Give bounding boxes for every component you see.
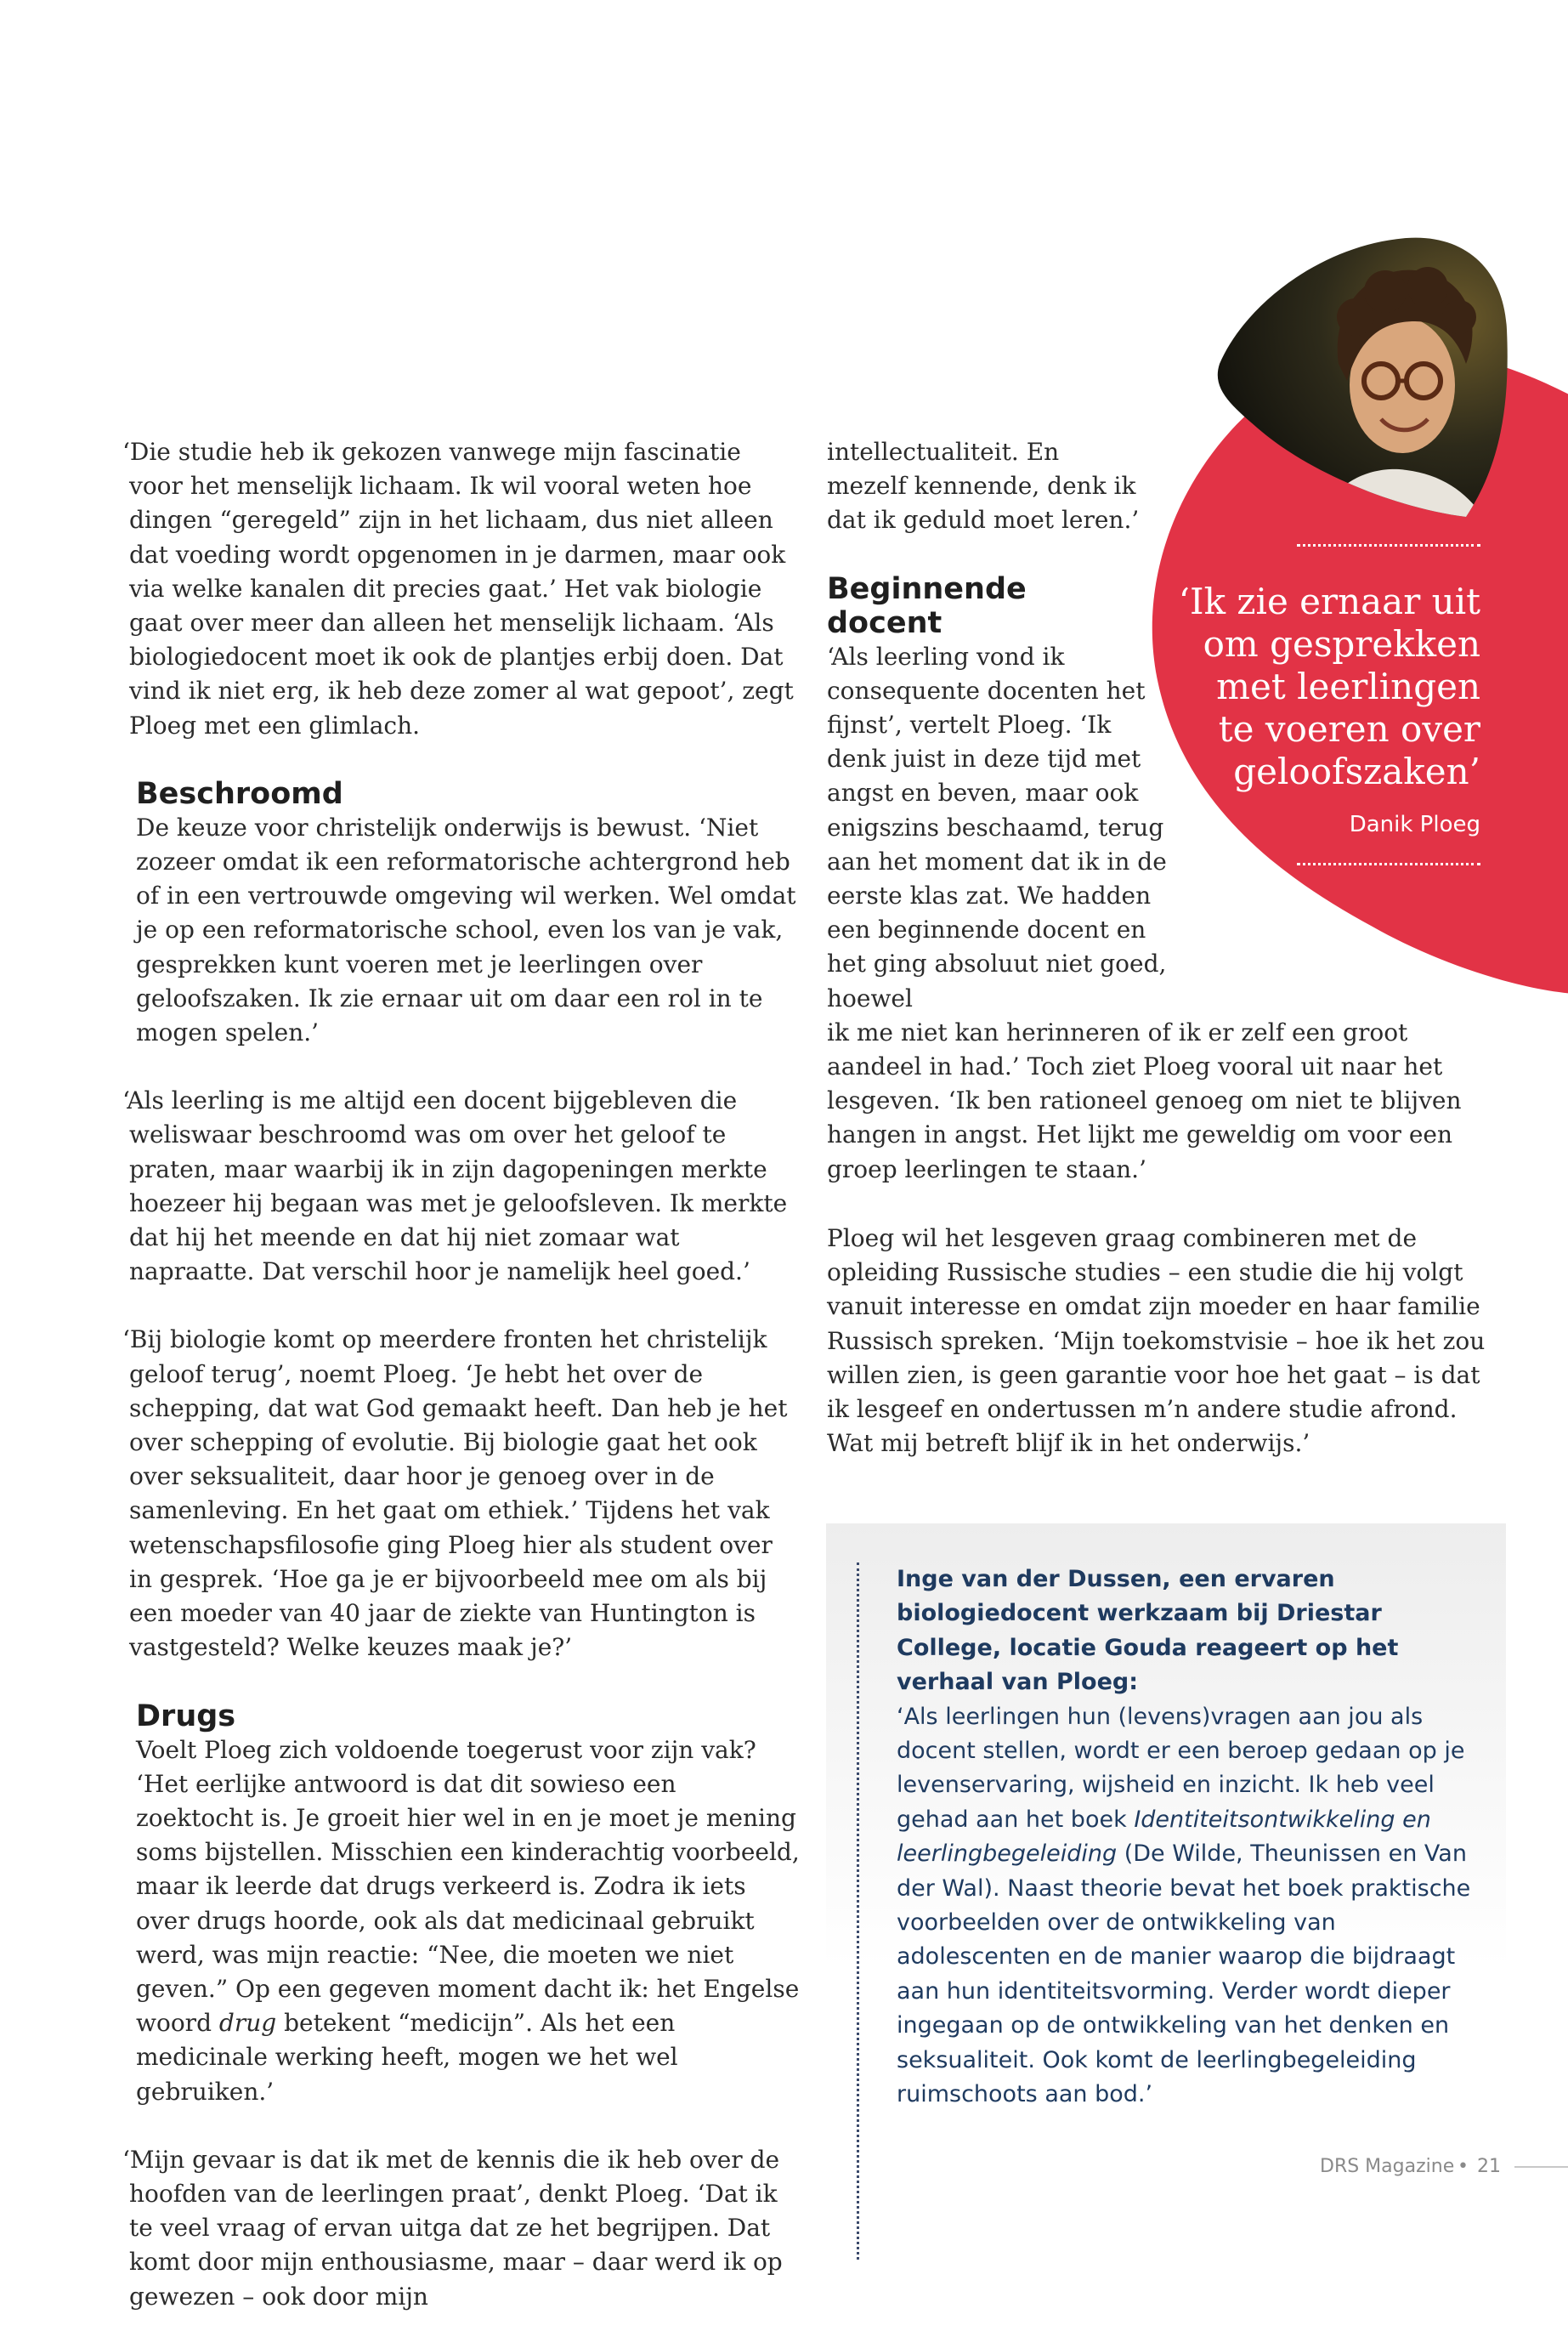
magazine-name: DRS Magazine: [1320, 2156, 1455, 2177]
middle-column-bottom: [827, 1222, 1498, 1494]
page-number: 21: [1477, 2156, 1501, 2177]
paragraph: ‘Die studie heb ik gekozen vanwege mijn fascinatie voor het menselijk lichaam. Ik wil vooral weten hoe dingen “geregeld” zijn in het lichaam, dus niet alleen dat voeding wordt opgenomen in je darmen, maar ook via welke kanalen dit precies gaat.’ Het vak biologie gaat over meer dan alleen het menselijk lichaam. ‘Als biologiedocent moet ik ook de plantjes erbij doen. Dat vind ik niet erg, ik heb deze zomer al wat gepoot’, zegt Ploeg met een glimlach.: [122, 438, 794, 740]
reaction-body: [897, 1700, 1483, 2113]
footer-rule: [1514, 2166, 1568, 2168]
reaction-text: (De Wilde, Theunissen en Van der Wal). Naast theorie bevat het boek praktische voorbeelden over de ontwikkeling van adolescenten en de manier waarop die bijdraagt aan hun identiteitsvorming. Verder wordt dieper ingegaan op de ontwikkeling van het denken en seksualiteit. Ook komt de leerlingbegeleiding ruimschoots aan bod.’: [897, 1840, 1471, 2108]
paragraph-text: ‘Als leerling vond ik consequente docenten het fijnst’, vertelt Ploeg. ‘Ik denk juist in deze tijd met angst en beven, maar ook enigszins beschaamd, terug aan het moment dat ik in de eerste klas zat. We hadden een beginnende docent en het ging absoluut niet goed, hoewel: [827, 642, 1167, 1012]
emphasized-word: drug: [218, 2009, 277, 2038]
page-footer: [1309, 2156, 1568, 2181]
reaction-text: ‘Als leerlingen hun (levens)vragen aan jou als docent stellen, wordt er een beroep gedaan op je levenservaring, wijsheid en inzicht. Ik heb veel gehad aan het boek: [897, 1703, 1465, 1833]
reaction-box-text: [897, 1562, 1483, 2113]
paragraph-text: betekent “medicijn”. Als het een medicinale werking heeft, mogen we het wel gebruiken.’: [136, 2009, 678, 2106]
paragraph: [827, 640, 1507, 1187]
paragraph: ‘Als leerling is me altijd een docent bijgebleven die weliswaar beschroomd was om over het geloof te praten, maar waarbij ik in zijn dagopeningen merkte hoezeer hij begaan was met je geloofsleven. Ik merkte dat hij het meende en dat hij niet zomaar wat napraatte. Dat verschil hoor je namelijk heel goed.’: [122, 1086, 788, 1286]
paragraph-text: Voelt Ploeg zich voldoende toegerust voor zijn vak? ‘Het eerlijke antwoord is dat dit sowieso een zoektocht is. Je groeit hier wel in en je moet je mening soms bijstellen. Misschien een kinderachtig voorbeeld, maar ik leerde dat drugs verkeerd is. Zodra ik iets over drugs hoorde, ook als dat medicinaal gebruikt werd, was mijn reactie: “Nee, die moeten we niet geven.” Op een gegeven moment dacht ik: het Engelse woord: [136, 1735, 800, 2038]
quote-author: Danik Ploeg: [1349, 812, 1480, 837]
footer-separator: •: [1458, 2156, 1469, 2177]
heading-drugs: Drugs: [136, 1699, 236, 1733]
left-column: [122, 435, 801, 2348]
reaction-lead: Inge van der Dussen, een ervaren biologiedocent werkzaam bij Driestar College, locatie Gouda reageert op het verhaal van Ploeg:: [897, 1566, 1399, 1696]
book-title: Identiteitsontwikkeling en leerlingbegeleiding: [897, 1806, 1431, 1868]
reaction-box-dotted-rule: [857, 1562, 859, 2260]
middle-column-top: [827, 435, 1507, 1221]
paragraph: ‘Mijn gevaar is dat ik met de kennis die ik heb over de hoofden van de leerlingen praat’, denkt Ploeg. ‘Dat ik te veel vraag of ervan uitga dat ze het begrijpen. Dat komt door mijn enthousiasme, maar – daar werd ik op gewezen – ook door mijn: [122, 2145, 783, 2311]
paragraph: ‘Bij biologie komt op meerdere fronten het christelijk geloof terug’, noemt Ploeg. ‘Je hebt het over de schepping, dat wat God gemaakt heeft. Dan heb je het over schepping of evolutie. Bij biologie gaat het ook over seksualiteit, daar hoor je genoeg over in de samenleving. En het gaat om ethiek.’ Tijdens het vak wetenschapsfilosofie ging Ploeg hier als student over in gesprek. ‘Hoe ga je er bijvoorbeeld mee om als bij een moeder van 40 jaar de ziekte van Huntington is vastgesteld? Welke keuzes maak je?’: [122, 1325, 788, 1662]
heading-beschroomd: Beschroomd: [136, 776, 343, 811]
paragraph: [136, 1733, 801, 2109]
paragraph: Ploeg wil het lesgeven graag combineren met de opleiding Russische studies – een studie die hij volgt vanuit interesse en omdat zijn moeder en haar familie Russisch spreken. ‘Mijn toekomstvisie – hoe ik het zou willen zien, is geen garantie voor hoe het gaat – is dat ik lesgeef en ondertussen m’n andere studie afrond. Wat mij betreft blijf ik in het onderwijs.’: [827, 1224, 1486, 1458]
heading-beginnende-docent: Beginnende docent: [827, 571, 1027, 640]
paragraph: intellectualiteit. En mezelf kennende, denk ik dat ik geduld moet leren.’: [827, 438, 1140, 535]
quote-text: ‘Ik zie ernaar uit om gesprekken met leerlingen te voeren over geloofszaken’: [1178, 581, 1480, 792]
paragraph: De keuze voor christelijk onderwijs is bewust. ‘Niet zozeer omdat ik een reformatorische achtergrond heb of in een vertrouwde omgeving wil werken. Wel omdat je op een reformatorische school, even los van je vak, gesprekken kunt voeren met je leerlingen over geloofszaken. Ik zie ernaar uit om daar een rol in te mogen spelen.’: [136, 813, 796, 1047]
paragraph-text: ik me niet kan herinneren of ik er zelf een groot aandeel in had.’ Toch ziet Ploeg vooral uit naar het lesgeven. ‘Ik ben rationeel genoeg om niet te blijven hangen in angst. Het lijkt me geweldig om voor een groep leerlingen te staan.’: [827, 1018, 1462, 1183]
